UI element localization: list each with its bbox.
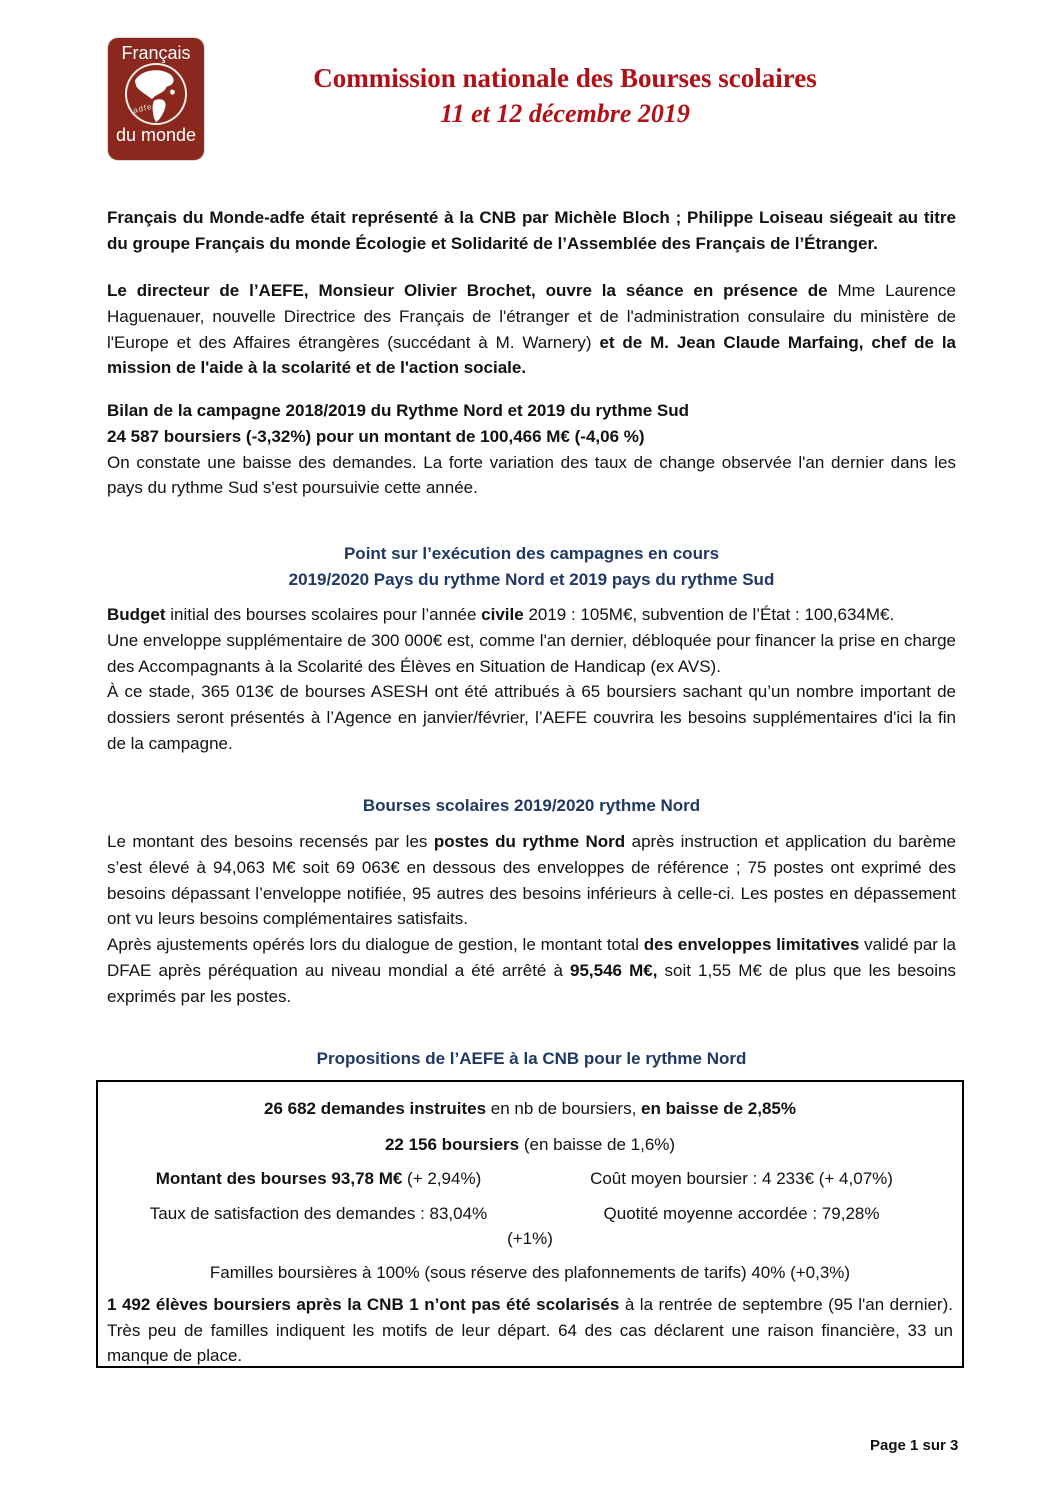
nord-paragraph-2 (107, 932, 956, 1009)
document-subtitle: 11 et 12 décembre 2019 (440, 99, 690, 128)
text-segment: soit 1,55 M€ de plus que les besoins exprimés par les postes. (107, 960, 956, 1006)
box-row-1 (107, 1166, 953, 1192)
text-segment-bold: et de M. Jean Claude Marfaing, chef de la mission de l'aide à la scolarité et de l'action sociale. (107, 332, 956, 378)
text-segment-bold: Budget (107, 605, 166, 624)
text-segment-bold: 26 682 demandes instruites (263, 1099, 487, 1118)
text-segment: 2019 : 105M€, subvention de l’État : 100,634M€. (523, 605, 895, 624)
bilan-body: On constate une baisse des demandes. La forte variation des taux de change observée l'an dernier dans les pays du rythme Sud s'est poursuivie cette année. (107, 452, 956, 498)
budget-line3: À ce stade, 365 013€ de bourses ASESH ont été attribués à 65 boursiers sachant qu’un nombre important de dossiers seront présentés à l’Agence en janvier/février, l’AEFE couvrira les besoins supplémentaires d'ici la fin de la campagne. (107, 682, 956, 753)
text-segment-bold: Le directeur de l’AEFE, Monsieur Olivier Brochet, ouvre la séance en présence de (107, 281, 838, 300)
box-row-2 (107, 1201, 953, 1227)
document-title: Commission nationale des Bourses scolaires (313, 63, 817, 93)
text-segment-bold: postes du rythme Nord (433, 832, 626, 851)
box-line-demandes (107, 1096, 953, 1122)
text-segment-bold: Montant des bourses 93,78 M€ (155, 1169, 403, 1188)
text-segment: validé par la DFAE après péréquation au niveau mondial a été arrêté à (107, 935, 957, 980)
budget-line2: Une enveloppe supplémentaire de 300 000€ est, comme l'an dernier, débloquée pour financer la prise en charge des Accompagnants à la Scolarité des Élèves en Situation de Handicap (ex AVS). (107, 630, 956, 676)
logo-text-bottom: du monde (115, 125, 197, 145)
text-segment-bold: 95,546 M€, (570, 960, 658, 980)
box-plus-un-pourcent: (+1%) (507, 1229, 553, 1248)
text-segment: Mme Laurence Haguenauer, nouvelle Directrice des Français de l'étranger et de l'administration consulaire du ministère de l'Europe et des Affaires étrangères (succédant à M. Warnery) (107, 281, 957, 352)
text-segment: initial des bourses scolaires pour l’année (165, 605, 482, 624)
box-quotite-moyenne: Quotité moyenne accordée : 79,28% (603, 1203, 880, 1223)
box-familles-boursieres: Familles boursières à 100% (sous réserve des plafonnements de tarifs) 40% (+0,3%) (209, 1262, 851, 1282)
text-segment: à la rentrée de septembre (95 l'an dernier). Très peu de familles indiquent les motifs de leur départ. 64 des cas déclarent une raison financière, 33 un manque de place. (107, 1295, 953, 1365)
box-line-boursiers (107, 1132, 953, 1158)
text-segment: après instruction et application du barème s’est élevé à 94,063 M€ soit 69 063€ en dessous des enveloppes de référence ; 75 postes ont exprimé des besoins dépassant l’enveloppe notifiée, 95 autres des besoins inférieurs à celle-ci. Les postes en dépassement ont vu leurs besoins complémentaires satisfaits. (107, 832, 956, 929)
heading-bourses-nord: Bourses scolaires 2019/2020 rythme Nord (362, 796, 701, 815)
box-taux-satisfaction: Taux de satisfaction des demandes : 83,04% (149, 1203, 488, 1223)
heading-campagnes-line1: Point sur l’exécution des campagnes en cours (343, 544, 720, 563)
text-segment: (en baisse de 1,6%) (519, 1134, 676, 1154)
text-segment: (+ 2,94%) (402, 1169, 482, 1188)
box-cout-moyen: Coût moyen boursier : 4 233€ (+ 4,07%) (590, 1169, 893, 1188)
text-segment-bold: 1 492 élèves boursiers après la CNB 1 n’ont pas été scolarisés (107, 1295, 620, 1314)
box-montant-bourses (107, 1166, 530, 1192)
heading-campagnes-line2: 2019/2020 Pays du rythme Nord et 2019 pays du rythme Sud (288, 569, 775, 589)
text-segment-bold: en baisse de 2,85% (641, 1099, 796, 1118)
heading-propositions: Propositions de l’AEFE à la CNB pour le rythme Nord (316, 1049, 747, 1068)
text-segment-bold: des enveloppes limitatives (643, 935, 860, 955)
text-segment-bold: civile (481, 605, 524, 624)
paragraph-budget (107, 602, 956, 757)
section-bilan (107, 398, 956, 501)
document-header (0, 62, 1058, 129)
box-paragraph-scolarises (107, 1292, 953, 1369)
text-segment: Le montant des besoins recensés par les (107, 832, 434, 851)
paragraph-rythme-nord (107, 829, 956, 1010)
text-segment-bold: 22 156 boursiers (384, 1134, 520, 1154)
propositions-box (96, 1080, 964, 1368)
logo-text-top: Français (121, 43, 191, 63)
text-segment: en nb de boursiers, (486, 1099, 642, 1118)
budget-line1 (107, 602, 956, 628)
bilan-title-line2: 24 587 boursiers (-3,32%) pour un montant de 100,466 M€ (-4,06 %) (107, 426, 645, 446)
text-segment: Après ajustements opérés lors du dialogue de gestion, le montant total (107, 935, 644, 955)
logo-adfe-text: adfe (132, 102, 154, 115)
paragraph-representation: Français du Monde-adfe était représenté à la CNB par Michèle Bloch ; Philippe Loiseau siégeait au titre du groupe Français du monde Écologie et Solidarité de l’Assemblée des Français de l’Étranger. (107, 208, 956, 253)
heading-campagnes (107, 541, 956, 593)
nord-paragraph-1 (107, 829, 956, 932)
page-number: Page 1 sur 3 (870, 1437, 959, 1454)
bilan-title-line1: Bilan de la campagne 2018/2019 du Rythme Nord et 2019 du rythme Sud (107, 401, 689, 420)
paragraph-directeur (107, 278, 956, 381)
